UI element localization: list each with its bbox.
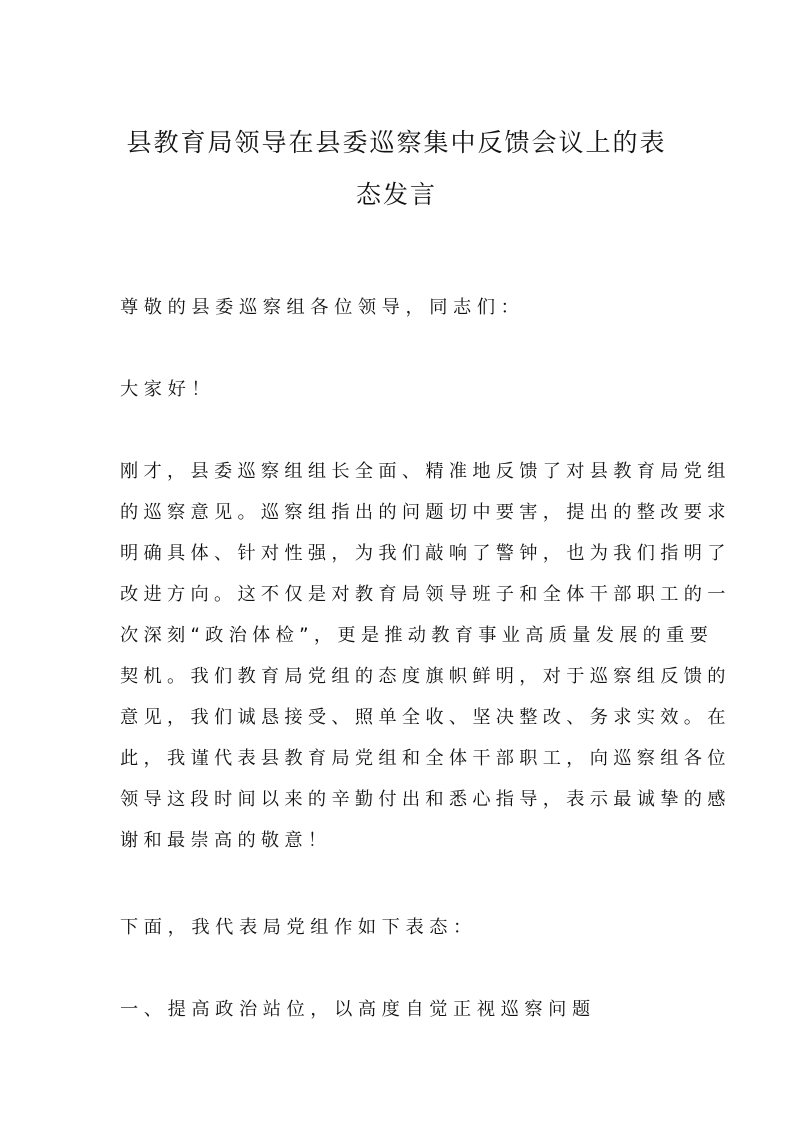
paragraph-line: 刚才，县委巡察组组长全面、精准地反馈了对县教育局党组 [120,461,731,482]
paragraph-line: 的巡察意见。巡察组指出的问题切中要害，提出的整改要求 [120,502,731,523]
salutation: 尊敬的县委巡察组各位领导，同志们： [120,297,525,318]
paragraph-line: 明确具体、针对性强，为我们敲响了警钟，也为我们指明了 [120,543,731,564]
paragraph-line: 此，我谨代表县教育局党组和全体干部职工，向巡察组各位 [120,748,731,769]
intro-statement: 下面，我代表局党组作如下表态： [120,917,477,938]
paragraph-line: 契机。我们教育局党组的态度旗帜鲜明，对于巡察组反馈的 [120,666,731,687]
document-title-line-1: 县教育局领导在县委巡察集中反馈会议上的表 [126,128,667,157]
section-1-heading: 一、提高政治站位，以高度自觉正视巡察问题 [120,999,596,1020]
paragraph-line: 谢和最崇高的敬意！ [120,830,332,851]
paragraph-line: 改进方向。这不仅是对教育局领导班子和全体干部职工的一 [120,584,731,605]
paragraph-line: 意见，我们诚恳接受、照单全收、坚决整改、务求实效。在 [120,707,731,728]
greeting: 大家好！ [120,379,216,400]
paragraph-line: 次深刻“政治体检”，更是推动教育事业高质量发展的重要 [120,625,714,646]
document-title-line-2: 态发言 [355,180,437,209]
paragraph-line: 领导这段时间以来的辛勤付出和悉心指导，表示最诚挚的感 [120,789,731,810]
